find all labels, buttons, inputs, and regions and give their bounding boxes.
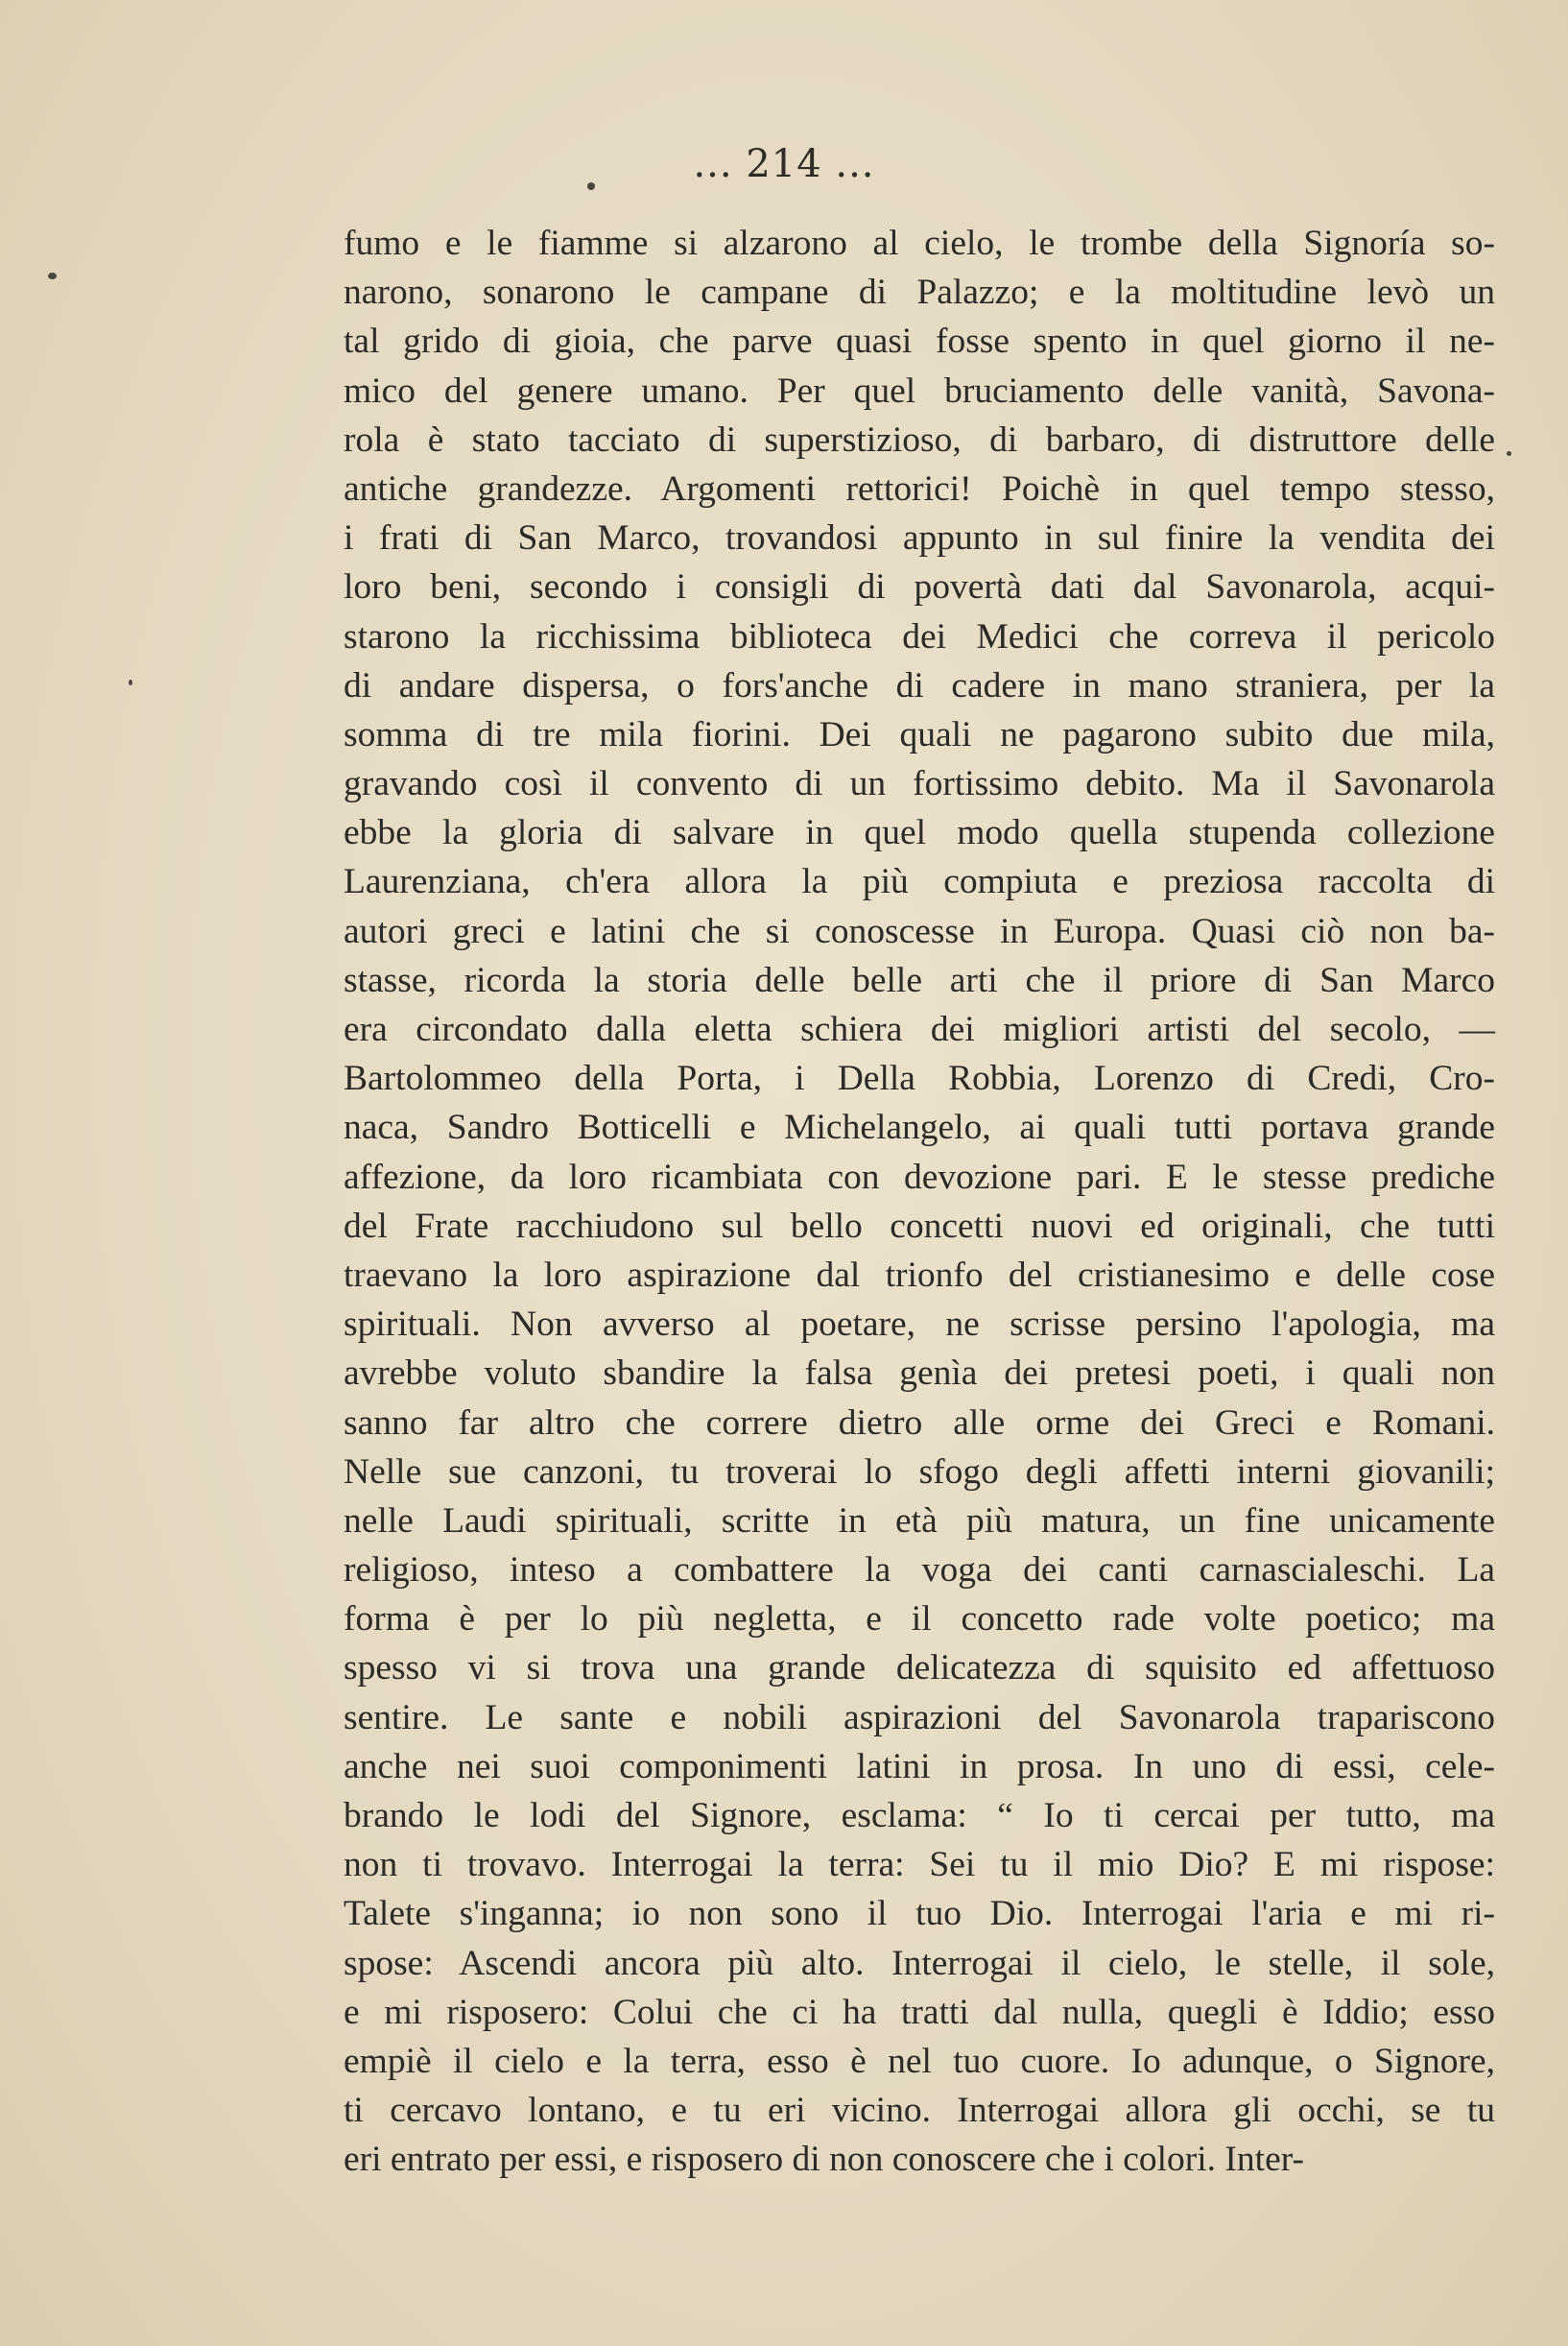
- ink-speck: [587, 182, 595, 190]
- text-line: somma di tre mila fiorini. Dei quali ne pagarono subito due mila,: [344, 714, 1495, 754]
- text-line: ebbe la gloria di salvare in quel modo quella stupenda collezione: [344, 813, 1495, 853]
- text-line: nelle Laudi spirituali, scritte in età più matura, un fine unicamente: [344, 1500, 1495, 1541]
- text-line: spirituali. Non avverso al poetare, ne scrisse persino l'apologia, ma: [344, 1305, 1495, 1345]
- text-line: i frati di San Marco, trovandosi appunto in sul finire la vendita dei: [344, 518, 1495, 559]
- text-line: loro beni, secondo i consigli di povertà dati dal Savonarola, acqui-: [344, 567, 1495, 608]
- text-line: stasse, ricorda la storia delle belle arti che il priore di San Marco: [344, 960, 1495, 1000]
- text-line: Bartolommeo della Porta, i Della Robbia, Lorenzo di Credi, Cro-: [344, 1059, 1495, 1099]
- text-line: sanno far altro che correre dietro alle orme dei Greci e Romani.: [344, 1402, 1495, 1443]
- text-line: spesso vi si trova una grande delicatezza di squisito ed affettuoso: [344, 1648, 1495, 1688]
- text-line: gravando così il convento di un fortissimo debito. Ma il Savonarola: [344, 764, 1495, 804]
- text-line: traevano la loro aspirazione dal trionfo del cristianesimo e delle cose: [344, 1255, 1495, 1295]
- text-line: Laurenziana, ch'era allora la più compiuta e preziosa raccolta di: [344, 862, 1495, 902]
- text-line: Nelle sue canzoni, tu troverai lo sfogo degli affetti interni giovanili;: [344, 1451, 1495, 1492]
- text-line: avrebbe voluto sbandire la falsa genìa dei pretesi poeti, i quali non: [344, 1353, 1495, 1394]
- text-line: non ti trovavo. Interrogai la terra: Sei tu il mio Dio? E mi rispose:: [344, 1845, 1495, 1885]
- text-line: religioso, inteso a combattere la voga dei canti carnascialeschi. La: [344, 1550, 1495, 1591]
- text-line: forma è per lo più negletta, e il concetto rade volte poetico; ma: [344, 1599, 1495, 1640]
- text-line: narono, sonarono le campane di Palazzo; e la moltitudine levò un: [344, 273, 1495, 313]
- text-line: tal grido di gioia, che parve quasi fosse spento in quel giorno il ne-: [344, 322, 1495, 362]
- text-line: e mi risposero: Colui che ci ha tratti dal nulla, quegli è Iddio; esso: [344, 1992, 1495, 2032]
- ink-speck: [1507, 451, 1511, 456]
- text-line: mico del genere umano. Per quel bruciamento delle vanità, Savona-: [344, 371, 1495, 411]
- text-line: di andare dispersa, o fors'anche di cadere in mano straniera, per la: [344, 665, 1495, 706]
- text-line: Talete s'inganna; io non sono il tuo Dio. Interrogai l'aria e mi ri-: [344, 1894, 1495, 1934]
- text-line: rola è stato tacciato di superstizioso, di barbaro, di distruttore delle: [344, 419, 1495, 460]
- text-line: fumo e le fiamme si alzarono al cielo, le trombe della Signoría so-: [344, 224, 1495, 263]
- text-line: brando le lodi del Signore, esclama: “ Io ti cercai per tutto, ma: [344, 1796, 1495, 1835]
- text-line: naca, Sandro Botticelli e Michelangelo, ai quali tutti portava grande: [344, 1108, 1495, 1148]
- text-line: eri entrato per essi, e risposero di non conoscere che i colori. Inter-: [344, 2140, 1304, 2180]
- body-text: [344, 219, 1495, 2185]
- text-line: del Frate racchiudono sul bello concetti nuovi ed originali, che tutti: [344, 1206, 1495, 1246]
- text-line: antiche grandezze. Argomenti rettorici! Poichè in quel tempo stesso,: [344, 468, 1495, 509]
- text-line: sentire. Le sante e nobili aspirazioni del Savonarola trapariscono: [344, 1697, 1495, 1737]
- text-line: empiè il cielo e la terra, esso è nel tuo cuore. Io adunque, o Signore,: [344, 2041, 1495, 2081]
- ink-speck: [129, 680, 132, 685]
- page-number: ... 214 ...: [693, 142, 875, 186]
- ink-speck: [48, 273, 57, 279]
- text-line: ti cercavo lontano, e tu eri vicino. Interrogai allora gli occhi, se tu: [344, 2091, 1495, 2131]
- text-line: starono la ricchissima biblioteca dei Medici che correva il pericolo: [344, 616, 1495, 657]
- text-line: era circondato dalla eletta schiera dei migliori artisti del secolo, —: [344, 1010, 1495, 1049]
- text-line: affezione, da loro ricambiata con devozione pari. E le stesse prediche: [344, 1157, 1495, 1197]
- text-line: spose: Ascendi ancora più alto. Interrogai il cielo, le stelle, il sole,: [344, 1943, 1495, 1983]
- text-line: anche nei suoi componimenti latini in prosa. In uno di essi, cele-: [344, 1746, 1495, 1786]
- text-line: autori greci e latini che si conoscesse in Europa. Quasi ciò non ba-: [344, 911, 1495, 951]
